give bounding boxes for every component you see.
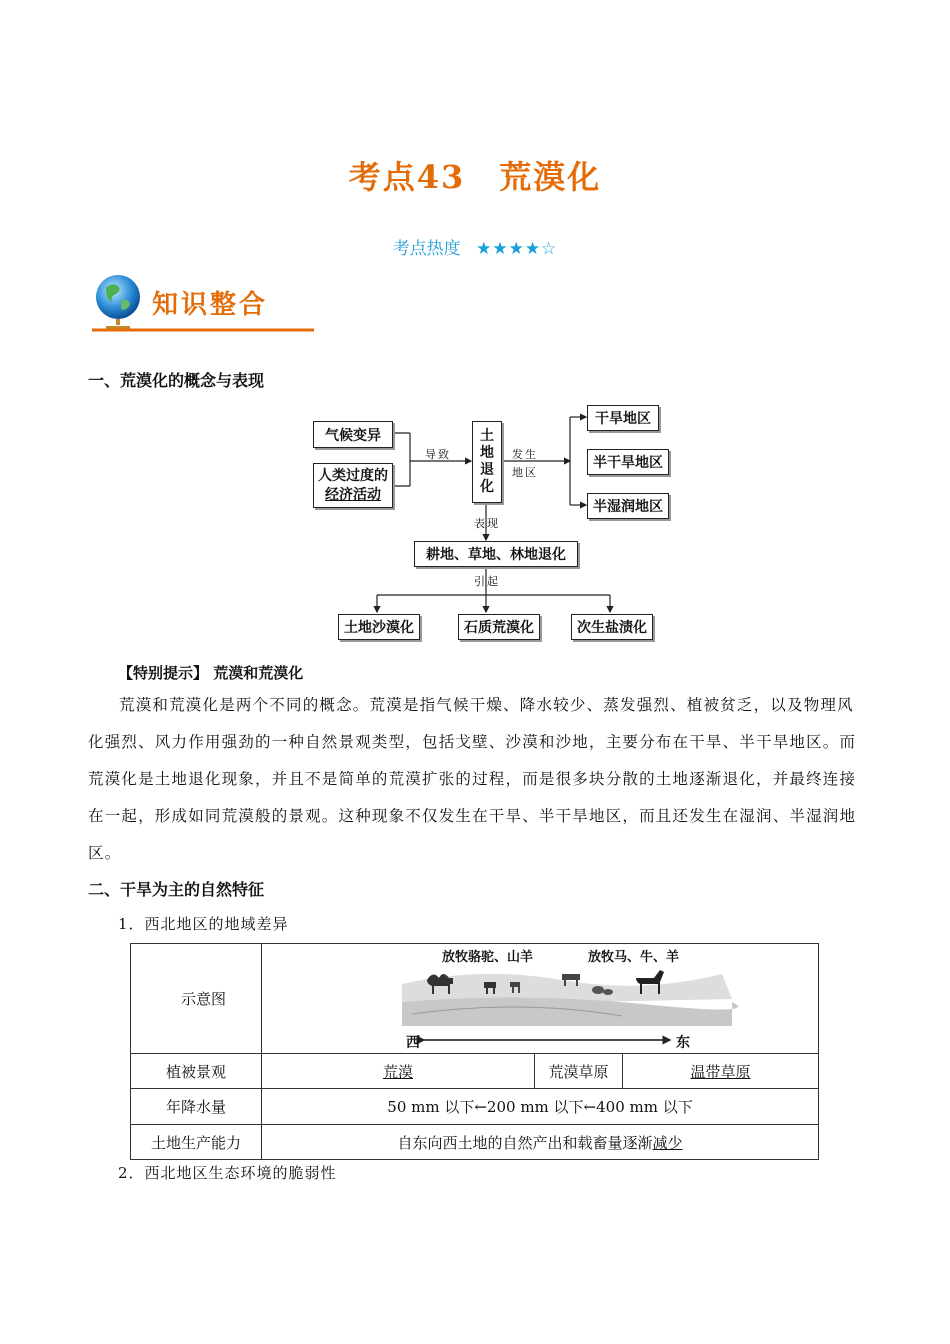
result-salinization-box: 次生盐渍化: [571, 614, 653, 640]
result-label: 引起: [474, 575, 500, 588]
table-row: [131, 944, 819, 1054]
cause-human-box: [313, 463, 393, 508]
tip-title: 【特别提示】 荒漠和荒漠化: [118, 664, 304, 682]
precipitation-value: 50 mm 以下←200 mm 以下←400 mm 以下: [262, 1089, 819, 1125]
tip-line: 荒漠化是土地退化现象，并且不是简单的荒漠扩张的过程，而是很多块分散的土地逐渐退化，并最终连接: [88, 770, 857, 788]
table-row: [131, 1125, 819, 1160]
arrow-label-cause: 导致: [425, 448, 451, 461]
row-label-diagram: 示意图: [131, 944, 262, 1054]
img-label-east-herding: 放牧马、牛、羊: [588, 950, 680, 965]
productivity-value: [262, 1125, 819, 1160]
img-label-west-herding: 放牧骆驼、山羊: [442, 950, 534, 965]
page-title: 考点43 荒漠化: [348, 158, 602, 196]
table-row: [131, 1054, 819, 1089]
productivity-text: 自东向西土地的自然产出和载畜量逐渐: [397, 1133, 653, 1152]
img-label-east: 东: [676, 1035, 691, 1051]
img-label-west: 西: [406, 1035, 421, 1051]
heat-stars: ★★★★☆: [476, 239, 558, 259]
region-arid-box: 干旱地区: [587, 405, 659, 431]
cause-human-line2: 经济活动: [325, 486, 381, 503]
tip-paragraph: [88, 687, 868, 872]
tip-line: 化强烈、风力作用强劲的一种自然景观类型，包括戈壁、沙漠和沙地，主要分布在干旱、半干旱地区。而: [88, 733, 857, 751]
occur-label-1: 发生: [512, 448, 538, 461]
manifest-box: 耕地、草地、林地退化: [414, 541, 578, 567]
cause-climate-box: 气候变异: [313, 421, 393, 448]
cause-human-line1: 人类过度的: [318, 467, 388, 484]
center-char-3: 退: [480, 462, 494, 478]
subheading-1: 1．西北地区的地域差异: [118, 915, 289, 933]
occur-label-2: 地区: [512, 466, 538, 479]
tip-line: 荒漠和荒漠化是两个不同的概念。荒漠是指气候干燥、降水较少、蒸发强烈、植被贫乏，以及物理风: [119, 696, 854, 714]
section2-heading: 二、干旱为主的自然特征: [88, 880, 265, 899]
banner-title: 知识整合: [152, 290, 269, 320]
row-label-productivity: 土地生产能力: [131, 1125, 262, 1160]
section1-heading: 一、荒漠化的概念与表现: [88, 371, 265, 390]
veg-temperate-grassland: 温带草原: [622, 1054, 818, 1089]
center-char-2: 地: [480, 445, 494, 461]
table-row: [131, 1089, 819, 1125]
veg-desert: 荒漠: [262, 1054, 535, 1089]
productivity-keyword: 减少: [652, 1133, 683, 1152]
row-label-precipitation: 年降水量: [131, 1089, 262, 1125]
region-semiarid-box: 半干旱地区: [587, 449, 669, 475]
center-char-4: 化: [480, 479, 494, 495]
landscape-diagram-cell: [262, 944, 819, 1054]
region-semihumid-box: 半湿润地区: [587, 493, 669, 519]
landscape-illustration: [262, 944, 817, 1053]
subheading-2: 2．西北地区生态环境的脆弱性: [118, 1164, 337, 1182]
tip-line: 在一起，形成如同荒漠般的景观。这种现象不仅发生在干旱、半干旱地区，而且还发生在湿润、半湿润地: [88, 807, 857, 825]
heat-label: 考点热度: [392, 239, 461, 259]
manifest-label: 表现: [474, 517, 500, 530]
veg-desert-steppe: 荒漠草原: [534, 1054, 622, 1089]
row-label-vegetation: 植被景观: [131, 1054, 262, 1089]
result-rocky-box: 石质荒漠化: [458, 614, 540, 640]
regional-diff-table: [130, 943, 819, 1160]
land-degradation-box: [472, 421, 502, 503]
result-desertification-box: 土地沙漠化: [338, 614, 420, 640]
center-char-1: 土: [480, 428, 494, 444]
tip-line: 区。: [88, 844, 122, 862]
